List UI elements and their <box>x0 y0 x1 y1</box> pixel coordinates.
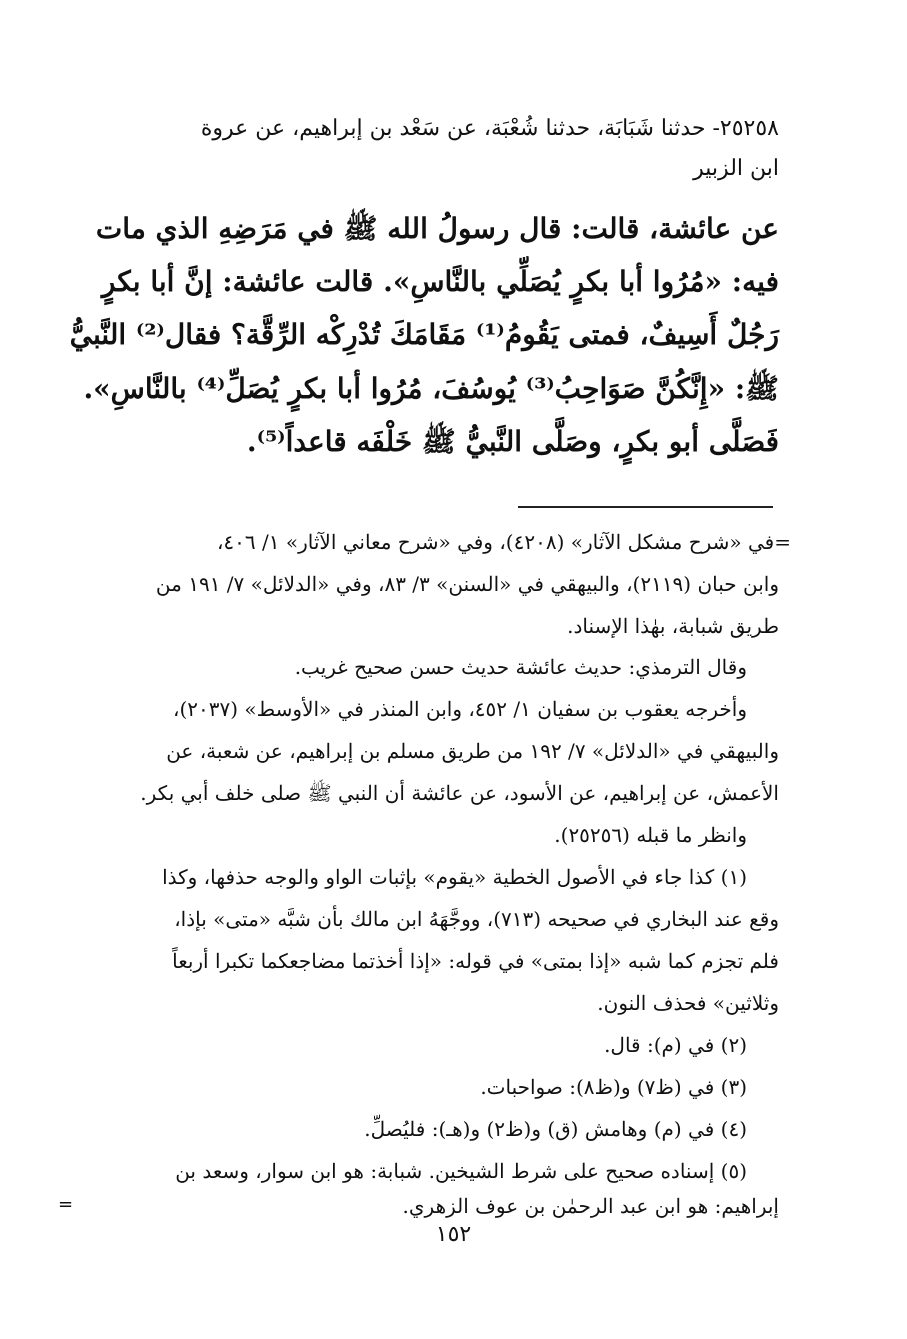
footnote-line-2: وابن حبان (٢١١٩)، والبيهقي في «السنن» ٣/ ٨٣، وفي «الدلائل» ٧/ ١٩١ من <box>155 572 779 596</box>
footnote-line-14: (٣) في (ظ٧) و(ظ٨): صواحبات. <box>480 1075 747 1099</box>
footnote-line-11: فلم تجزم كما شبه «إذا بمتى» في قوله: «إذا أخذتما مضاجعكما تكبرا أربعاً <box>172 949 779 973</box>
footnote-line-9: (١) كذا جاء في الأصول الخطية «يقوم» بإثبات الواو والوجه حذفها، وكذا <box>162 865 747 889</box>
footnote-line-8: وانظر ما قبله (٢٥٢٥٦). <box>554 823 747 847</box>
footnote-line-3: طريق شبابة، بهٰذا الإسناد. <box>567 614 779 638</box>
footnote-line-12: وثلاثين» فحذف النون. <box>597 991 779 1015</box>
hadith-matn-line-1: عن عائشة، قالت: قال رسولُ الله ﷺ في مَرَضِهِ الذي مات <box>95 212 779 245</box>
footnote-line-16: (٥) إسناده صحيح على شرط الشيخين. شبابة: هو ابن سوار، وسعد بن <box>175 1159 747 1183</box>
footnote-line-7: الأعمش، عن إبراهيم، عن الأسود، عن عائشة أن النبي ﷺ صلى خلف أبي بكر. <box>140 781 779 805</box>
hadith-matn-line-5: فَصَلَّى أبو بكرٍ، وصَلَّى النَّبيُّ ﷺ خَلْفَه قاعداً⁽⁵⁾. <box>246 425 779 458</box>
hadith-matn-line-4: ﷺ: «إِنَّكُنَّ صَوَاحِبُ⁽³⁾ يُوسُفَ، مُرُوا أبا بكرٍ يُصَلِّ⁽⁴⁾ بالنَّاسِ». <box>83 372 779 405</box>
footnote-line-5: وأخرجه يعقوب بن سفيان ١/ ٤٥٢، وابن المنذر في «الأوسط» (٢٠٣٧)، <box>173 697 747 721</box>
hadith-isnad-line-1: ٢٥٢٥٨- حدثنا شَبَابَة، حدثنا شُعْبَة، عن سَعْد بن إبراهيم، عن عروة <box>200 116 779 141</box>
footnote-line-6: والبيهقي في «الدلائل» ٧/ ١٩٢ من طريق مسلم بن إبراهيم، عن شعبة، عن <box>166 739 779 763</box>
footnote-line-13: (٢) في (م): قال. <box>604 1033 747 1057</box>
footnote-line-10: وقع عند البخاري في صحيحه (٧١٣)، ووجَّهَهُ ابن مالك بأن شبَّه «متى» بإذا، <box>174 907 779 931</box>
hadith-matn-line-2: فيه: «مُرُوا أبا بكرٍ يُصَلِّي بالنَّاسِ». قالت عائشة: إنَّ أبا بكرٍ <box>101 265 779 298</box>
page-number: ١٥٢ <box>435 1222 472 1247</box>
footnote-line-17: إبراهيم: هو ابن عبد الرحمٰن بن عوف الزهري. <box>402 1194 779 1218</box>
footnote-line-1: =في «شرح مشكل الآثار» (٤٢٠٨)، وفي «شرح معاني الآثار» ١/ ٤٠٦، <box>216 530 791 554</box>
hadith-matn-line-3: رَجُلٌ أَسِيفٌ، فمتى يَقُومُ⁽¹⁾ مَقَامَكَ تُدْرِكْه الرِّقَّة؟ فقال⁽²⁾ النَّبيُّ <box>69 318 779 351</box>
footnote-line-4: وقال الترمذي: حديث عائشة حديث حسن صحيح غريب. <box>294 655 747 679</box>
footnote-separator <box>518 506 773 508</box>
hadith-isnad-line-2: ابن الزبير <box>693 156 779 181</box>
continuation-mark: = <box>58 1194 74 1215</box>
footnote-line-15: (٤) في (م) وهامش (ق) و(ظ٢) و(هـ): فليُصلِّ. <box>364 1117 747 1141</box>
